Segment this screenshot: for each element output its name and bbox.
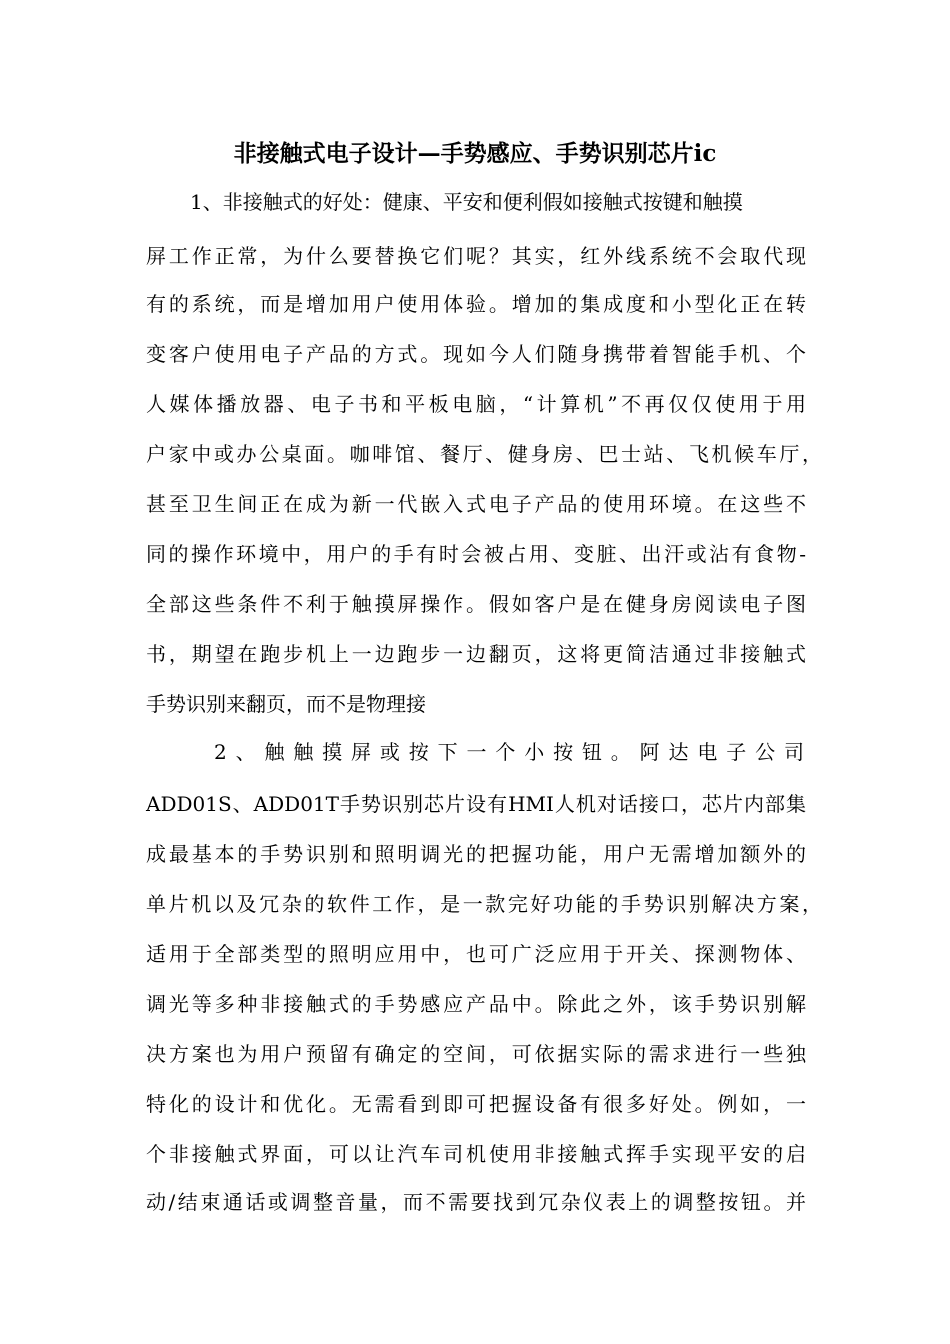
paragraph-line: 书，期望在跑步机上一边跑步一边翻页，这将更简洁通过非接触式 [146,642,806,666]
paragraph-line: 动/结束通话或调整音量，而不需要找到冗杂仪表上的调整按钮。并 [146,1190,806,1214]
paragraph-line: 同的操作环境中，用户的手有时会被占用、变脏、出汗或沾有食物- [146,542,806,566]
paragraph-line: 屏工作正常，为什么要替换它们呢？其实，红外线系统不会取代现 [146,244,806,268]
paragraph-line: 调光等多种非接触式的手势感应产品中。除此之外，该手势识别解 [146,992,806,1016]
paragraph-line: 人媒体播放器、电子书和平板电脑，“计算机”不再仅仅使用于用 [146,392,806,416]
paragraph-line: 甚至卫生间正在成为新一代嵌入式电子产品的使用环境。在这些不 [146,492,806,516]
paragraph-line: 1、非接触式的好处：健康、平安和便利假如接触式按键和触摸 [190,190,743,214]
paragraph-line: 手势识别来翻页，而不是物理接 [146,692,426,716]
paragraph-line: 成最基本的手势识别和照明调光的把握功能，用户无需增加额外的 [146,842,806,866]
paragraph-line: 特化的设计和优化。无需看到即可把握设备有很多好处。例如，一 [146,1092,806,1116]
paragraph-line: 单片机以及冗杂的软件工作，是一款完好功能的手势识别解决方案， [146,892,822,916]
paragraph-line: 变客户使用电子产品的方式。现如今人们随身携带着智能手机、个 [146,342,806,366]
paragraph-line: 有的系统，而是增加用户使用体验。增加的集成度和小型化正在转 [146,292,806,316]
paragraph-line: 决方案也为用户预留有确定的空间，可依据实际的需求进行一些独 [146,1042,806,1066]
paragraph-line: 个非接触式界面，可以让汽车司机使用非接触式挥手实现平安的启 [146,1142,806,1166]
paragraph-line: ADD01S、ADD01T手势识别芯片设有HMI人机对话接口，芯片内部集 [146,792,806,816]
document-title: 非接触式电子设计—手势感应、手势识别芯片ic [233,140,717,167]
paragraph-line: 适用于全部类型的照明应用中，也可广泛应用于开关、探测物体、 [146,942,806,966]
paragraph-line: 2、触触摸屏或按下一个小按钮。阿达电子公司 [214,740,804,764]
paragraph-line: 户家中或办公桌面。咖啡馆、餐厅、健身房、巴士站、飞机候车厅， [146,442,822,466]
paragraph-line: 全部这些条件不利于触摸屏操作。假如客户是在健身房阅读电子图 [146,592,806,616]
